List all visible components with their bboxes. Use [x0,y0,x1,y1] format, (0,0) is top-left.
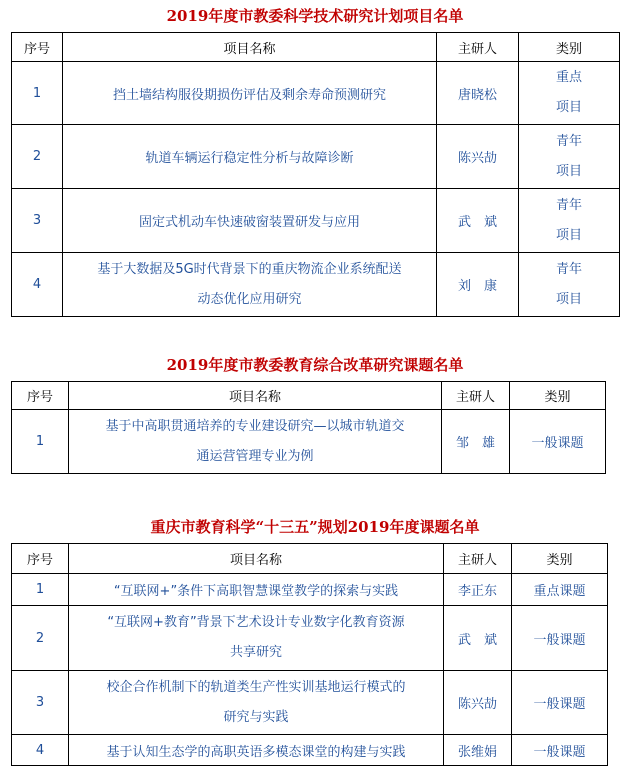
row-no: 1 [12,62,63,125]
row-category: 重点 项目 [519,62,620,125]
row-no: 2 [12,606,69,671]
row-category: 一般课题 [512,671,608,735]
header-lead: 主研人 [442,382,510,410]
table-row [12,253,620,317]
row-no: 3 [12,189,63,253]
row-project-name: 固定式机动车快速破窗装置研发与应用 [63,189,437,253]
row-lead: 刘 康 [437,253,519,317]
row-category: 青年 项目 [519,189,620,253]
table-row [12,574,608,606]
row-category: 一般课题 [510,410,606,474]
row-category: 青年 项目 [519,253,620,317]
table-row [12,735,608,766]
header-lead: 主研人 [444,544,512,574]
row-project-name: 挡土墙结构服役期损伤评估及剩余寿命预测研究 [63,62,437,125]
header-no: 序号 [12,382,69,410]
table-header-row [12,382,606,410]
row-project-name: 基于大数据及5G时代背景下的重庆物流企业系统配送 动态优化应用研究 [63,253,437,317]
header-category: 类别 [519,33,620,62]
header-name: 项目名称 [69,544,444,574]
row-no: 1 [12,410,69,474]
table-row [12,410,606,474]
row-lead: 陈兴劼 [444,671,512,735]
row-category: 青年 项目 [519,125,620,189]
row-project-name: 轨道车辆运行稳定性分析与故障诊断 [63,125,437,189]
row-project-name: 基于认知生态学的高职英语多模态课堂的构建与实践 [69,735,444,766]
row-project-name: “互联网+教育”背景下艺术设计专业数字化教育资源 共享研究 [69,606,444,671]
header-category: 类别 [512,544,608,574]
row-lead: 邹 雄 [442,410,510,474]
header-no: 序号 [12,33,63,62]
row-lead: 陈兴劼 [437,125,519,189]
row-project-name: 基于中高职贯通培养的专业建设研究—以城市轨道交 通运营管理专业为例 [69,410,442,474]
header-no: 序号 [12,544,69,574]
table-row [12,606,608,671]
section3-table [11,543,608,766]
row-lead: 武 斌 [444,606,512,671]
row-project-name: 校企合作机制下的轨道类生产性实训基地运行模式的 研究与实践 [69,671,444,735]
row-category: 一般课题 [512,735,608,766]
header-name: 项目名称 [69,382,442,410]
row-no: 1 [12,574,69,606]
table-row [12,671,608,735]
section2-table [11,381,606,474]
section3-title: 重庆市教育科学“十三五”规划2019年度课题名单 [150,518,480,536]
header-lead: 主研人 [437,33,519,62]
row-lead: 李正东 [444,574,512,606]
table-row [12,62,620,125]
row-category: 重点课题 [512,574,608,606]
row-lead: 唐晓松 [437,62,519,125]
table-row [12,189,620,253]
table-row [12,125,620,189]
row-category: 一般课题 [512,606,608,671]
section1-title: 2019年度市教委科学技术研究计划项目名单 [166,7,464,25]
row-project-name: “互联网+”条件下高职智慧课堂教学的探索与实践 [69,574,444,606]
table-header-row [12,33,620,62]
section1-table [11,32,620,317]
row-no: 3 [12,671,69,735]
row-no: 4 [12,253,63,317]
table-header-row [12,544,608,574]
header-category: 类别 [510,382,606,410]
header-name: 项目名称 [63,33,437,62]
section2-title: 2019年度市教委教育综合改革研究课题名单 [166,356,464,374]
row-no: 4 [12,735,69,766]
row-lead: 张维娟 [444,735,512,766]
row-no: 2 [12,125,63,189]
row-lead: 武 斌 [437,189,519,253]
